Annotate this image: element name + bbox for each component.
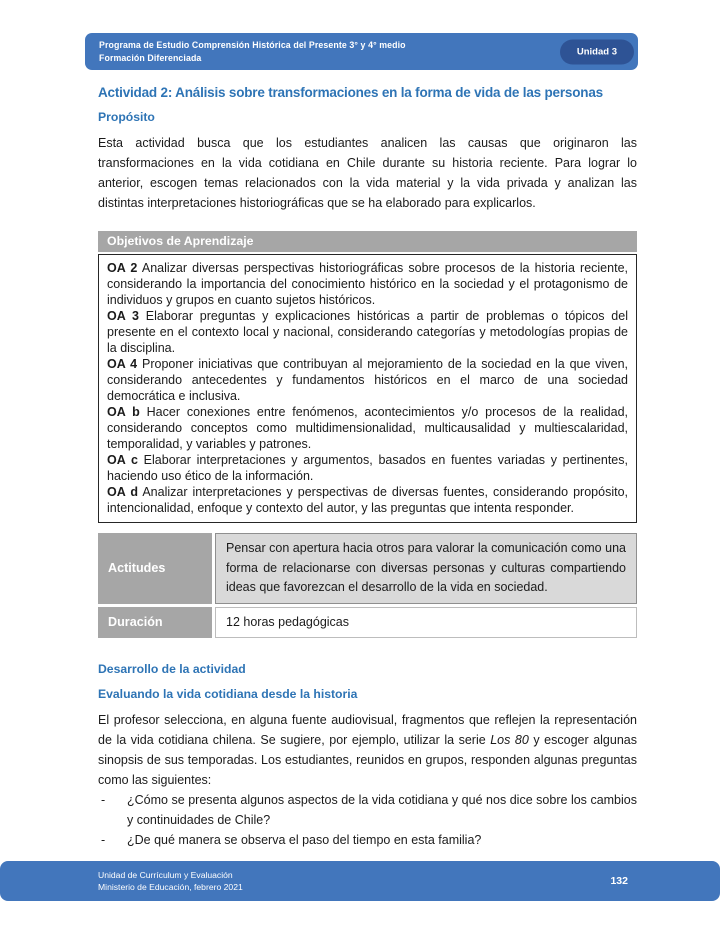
activity-title: Actividad 2: Análisis sobre transformaciones en la forma de vida de las personas	[98, 85, 603, 100]
intro-text-before: El profesor selecciona, en alguna fuente audiovisual, fragmentos que reflejen la representación de la vida cotidiana chilena. Se sugiere, por ejemplo, utilizar la serie	[98, 713, 637, 747]
question-text: ¿Cómo se presenta algunos aspectos de la vida cotidiana y qué nos dice sobre los cambios y continuidades de Chile?	[127, 793, 637, 827]
oa-item-text: Analizar interpretaciones y perspectivas de diversas fuentes, considerando propósito, intencionalidad, enfoque y contexto del autor, y las preguntas que intenta responder.	[107, 485, 628, 515]
question-text: ¿De qué manera se observa el paso del tiempo en esta familia?	[127, 833, 482, 847]
duracion-value: 12 horas pedagógicas	[215, 607, 637, 639]
oa-item	[107, 484, 628, 516]
dash-marker: -	[101, 833, 106, 847]
oa-item	[107, 260, 628, 308]
actitudes-value: Pensar con apertura hacia otros para valorar la comunicación como una forma de relacionarse con diversas personas y culturas compartiendo ideas que favorezcan el desarrollo de la vida en sociedad.	[215, 533, 637, 604]
actitudes-row	[98, 533, 637, 604]
oa-item-label: OA c	[107, 453, 138, 467]
page-number: 132	[610, 875, 628, 887]
oa-item-label: OA 4	[107, 357, 138, 371]
proposito-paragraph: Esta actividad busca que los estudiantes analicen las causas que originaron las transformaciones en la vida cotidiana en Chile durante su historia reciente. Para lograr lo anterior, escogen temas relacionados con la vida material y la vida privada y analizan las distintas interpretaciones historiográficas que se ha elaborado para explicarlos.	[98, 136, 637, 210]
question-item	[98, 790, 637, 830]
duracion-row	[98, 607, 637, 639]
oa-item-text: Hacer conexiones entre fenómenos, acontecimientos y/o procesos de la realidad, considerando conceptos como multidimensionalidad, multicausalidad y multiescalaridad, temporalidad, y variables y patrones.	[107, 405, 628, 451]
oa-item-label: OA 2	[107, 261, 138, 275]
dash-marker: -	[101, 793, 106, 807]
oa-item-text: Analizar diversas perspectivas historiográficas sobre procesos de la historia reciente, considerando la importancia del conocimiento histórico en la sociedad y el protagonismo de individuos y grupos en cuanto sujetos históricos.	[107, 261, 628, 307]
oa-item	[107, 404, 628, 452]
oa-item	[107, 356, 628, 404]
header-program-info	[85, 39, 406, 64]
series-title-italic: Los 80	[490, 733, 529, 747]
unit-badge: Unidad 3	[560, 39, 634, 64]
proposito-heading: Propósito	[98, 110, 155, 124]
duracion-label: Duración	[98, 607, 212, 639]
question-item	[98, 830, 637, 850]
objetivos-table-header: Objetivos de Aprendizaje	[98, 231, 637, 252]
oa-item	[107, 308, 628, 356]
questions-list	[98, 790, 637, 850]
header-program-line1: Programa de Estudio Comprensión Histórica del Presente 3° y 4° medio	[99, 40, 406, 50]
footer-info	[98, 869, 243, 894]
oa-item-text: Proponer iniciativas que contribuyan al mejoramiento de la sociedad en la que viven, considerando antecedentes y fundamentos históricos en el marco de una sociedad democrática e inclusiva.	[107, 357, 628, 403]
desarrollo-heading: Desarrollo de la actividad	[98, 662, 246, 676]
intro-text-after: y escoger algunas sinopsis de sus temporadas. Los estudiantes, reunidos en grupos, responden algunas preguntas como las siguientes:	[98, 733, 637, 787]
page-content	[98, 84, 637, 850]
oa-item-label: OA b	[107, 405, 140, 419]
attributes-table	[98, 533, 637, 638]
objetivos-table	[98, 231, 637, 523]
header-program-line2: Formación Diferenciada	[99, 52, 202, 63]
evaluando-subheading: Evaluando la vida cotidiana desde la historia	[98, 687, 358, 701]
objetivos-table-body	[98, 254, 637, 523]
oa-item	[107, 452, 628, 484]
oa-item-label: OA 3	[107, 309, 139, 323]
footer-line1: Unidad de Currículum y Evaluación	[98, 869, 233, 880]
page-footer-bar	[0, 861, 720, 901]
actitudes-label: Actitudes	[98, 533, 212, 604]
desarrollo-intro-paragraph	[98, 710, 637, 790]
oa-item-text: Elaborar preguntas y explicaciones históricas a partir de problemas o tópicos del presente en el contexto local y nacional, considerando categorías y metodologías propias de la disciplina.	[107, 309, 628, 355]
page-header-bar	[85, 33, 638, 70]
oa-item-label: OA d	[107, 485, 138, 499]
oa-item-text: Elaborar interpretaciones y argumentos, basados en fuentes variadas y pertinentes, haciendo uso ético de la información.	[107, 453, 628, 483]
footer-line2: Ministerio de Educación, febrero 2021	[98, 882, 243, 892]
